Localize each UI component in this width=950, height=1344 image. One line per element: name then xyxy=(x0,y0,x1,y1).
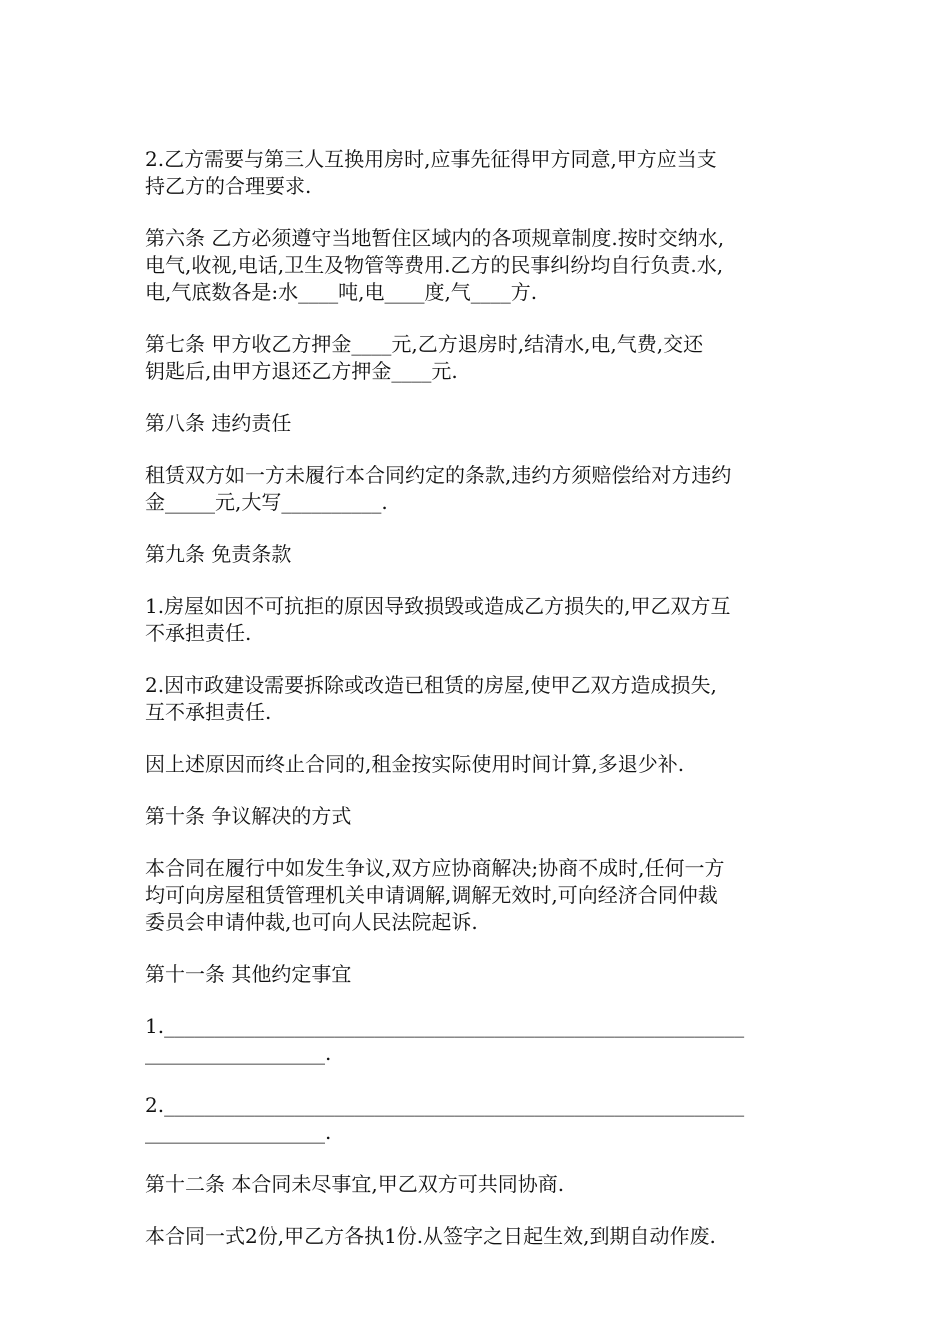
paragraph-p5 xyxy=(145,462,815,516)
text-line: 第十一条 其他约定事宜 xyxy=(145,962,352,986)
paragraph-p8 xyxy=(145,672,815,726)
paragraph-p13 xyxy=(145,1013,815,1067)
text-line: 2.__________________________________________________________ xyxy=(145,1093,745,1117)
paragraph-p3 xyxy=(145,331,815,385)
text-line: 委员会申请仲裁,也可向人民法院起诉. xyxy=(145,910,478,934)
paragraph-p10 xyxy=(145,803,815,830)
paragraph-p6 xyxy=(145,541,815,568)
paragraph-p14 xyxy=(145,1092,815,1146)
text-line: 第十二条 本合同未尽事宜,甲乙双方可共同协商. xyxy=(145,1172,565,1196)
paragraph-p7 xyxy=(145,593,815,647)
text-line: 金_____元,大写__________. xyxy=(145,490,388,514)
text-line: 本合同在履行中如发生争议,双方应协商解决;协商不成时,任何一方 xyxy=(145,856,725,880)
text-line: 电,气底数各是:水____吨,电____度,气____方. xyxy=(145,280,538,304)
paragraph-p15 xyxy=(145,1171,815,1198)
text-line: 租赁双方如一方未履行本合同约定的条款,违约方须赔偿给对方违约 xyxy=(145,463,732,487)
text-line: 第八条 违约责任 xyxy=(145,411,292,435)
text-line: 本合同一式2份,甲乙方各执1份.从签字之日起生效,到期自动作废. xyxy=(145,1224,716,1248)
paragraph-p9 xyxy=(145,751,815,778)
document-page xyxy=(145,146,815,1250)
paragraph-p4 xyxy=(145,410,815,437)
text-line: 钥匙后,由甲方退还乙方押金____元. xyxy=(145,359,458,383)
text-line: 第九条 免责条款 xyxy=(145,542,292,566)
text-line: 互不承担责任. xyxy=(145,700,272,724)
paragraph-p2 xyxy=(145,225,815,306)
paragraph-p12 xyxy=(145,961,815,988)
text-line: 2.乙方需要与第三人互换用房时,应事先征得甲方同意,甲方应当支 xyxy=(145,147,717,171)
text-line: 第七条 甲方收乙方押金____元,乙方退房时,结清水,电,气费,交还 xyxy=(145,332,704,356)
text-line: 1.房屋如因不可抗拒的原因导致损毁或造成乙方损失的,甲乙双方互 xyxy=(145,594,731,618)
paragraph-p16 xyxy=(145,1223,815,1250)
text-line: 因上述原因而终止合同的,租金按实际使用时间计算,多退少补. xyxy=(145,752,685,776)
text-line: 不承担责任. xyxy=(145,621,252,645)
paragraph-p11 xyxy=(145,855,815,936)
text-line: __________________. xyxy=(145,1120,332,1144)
text-line: 持乙方的合理要求. xyxy=(145,174,312,198)
text-line: __________________. xyxy=(145,1041,332,1065)
text-line: 2.因市政建设需要拆除或改造已租赁的房屋,使甲乙双方造成损失, xyxy=(145,673,717,697)
text-line: 1.__________________________________________________________ xyxy=(145,1014,745,1038)
paragraph-p1 xyxy=(145,146,815,200)
text-line: 第六条 乙方必须遵守当地暂住区域内的各项规章制度.按时交纳水, xyxy=(145,226,725,250)
text-line: 均可向房屋租赁管理机关申请调解,调解无效时,可向经济合同仲裁 xyxy=(145,883,718,907)
text-line: 第十条 争议解决的方式 xyxy=(145,804,352,828)
text-line: 电气,收视,电话,卫生及物管等费用.乙方的民事纠纷均自行负责.水, xyxy=(145,253,724,277)
